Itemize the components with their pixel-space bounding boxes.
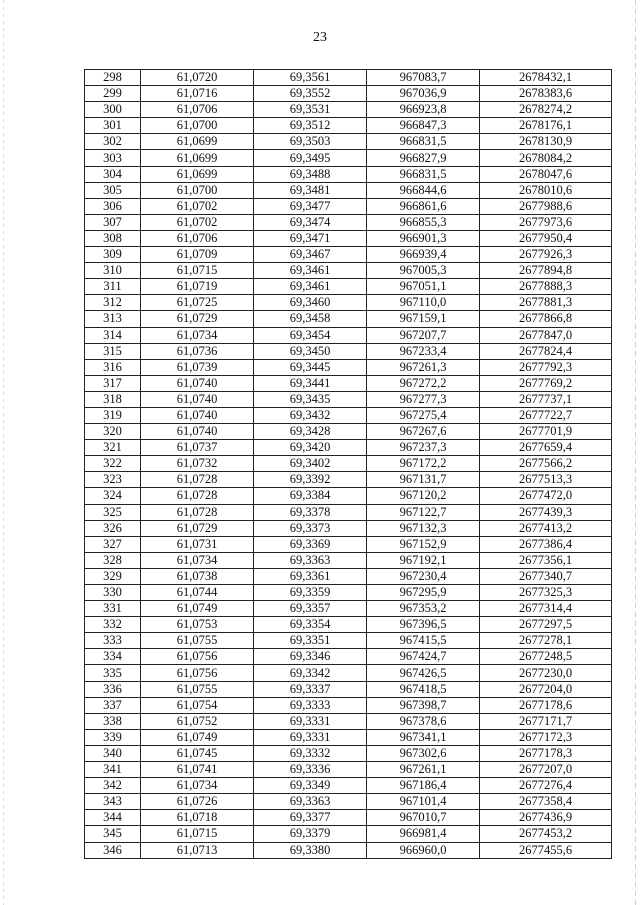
table-row (85, 182, 612, 198)
table-row (85, 70, 612, 86)
y-coordinate-cell: 2677386,4 (480, 536, 612, 552)
longitude-cell: 69,3512 (254, 118, 367, 134)
x-coordinate-cell: 966981,4 (367, 826, 480, 842)
point-number-cell: 336 (85, 681, 141, 697)
latitude-cell: 61,0728 (141, 488, 254, 504)
longitude-cell: 69,3357 (254, 601, 367, 617)
table-row (85, 568, 612, 584)
point-number-cell: 300 (85, 102, 141, 118)
point-number-cell: 298 (85, 70, 141, 86)
x-coordinate-cell: 967051,1 (367, 279, 480, 295)
x-coordinate-cell: 967275,4 (367, 407, 480, 423)
table-row (85, 375, 612, 391)
x-coordinate-cell: 967152,9 (367, 536, 480, 552)
point-number-cell: 313 (85, 311, 141, 327)
longitude-cell: 69,3349 (254, 778, 367, 794)
y-coordinate-cell: 2677358,4 (480, 794, 612, 810)
longitude-cell: 69,3458 (254, 311, 367, 327)
latitude-cell: 61,0732 (141, 456, 254, 472)
point-number-cell: 311 (85, 279, 141, 295)
x-coordinate-cell: 967192,1 (367, 552, 480, 568)
point-number-cell: 328 (85, 552, 141, 568)
latitude-cell: 61,0713 (141, 842, 254, 858)
longitude-cell: 69,3377 (254, 810, 367, 826)
table-row (85, 150, 612, 166)
point-number-cell: 321 (85, 440, 141, 456)
longitude-cell: 69,3359 (254, 585, 367, 601)
x-coordinate-cell: 967261,1 (367, 762, 480, 778)
y-coordinate-cell: 2677413,2 (480, 520, 612, 536)
longitude-cell: 69,3488 (254, 166, 367, 182)
latitude-cell: 61,0756 (141, 665, 254, 681)
scan-edge-right (635, 0, 636, 905)
y-coordinate-cell: 2677340,7 (480, 568, 612, 584)
point-number-cell: 327 (85, 536, 141, 552)
latitude-cell: 61,0725 (141, 295, 254, 311)
latitude-cell: 61,0756 (141, 649, 254, 665)
table-row (85, 327, 612, 343)
latitude-cell: 61,0736 (141, 343, 254, 359)
y-coordinate-cell: 2677297,5 (480, 617, 612, 633)
point-number-cell: 312 (85, 295, 141, 311)
x-coordinate-cell: 966923,8 (367, 102, 480, 118)
x-coordinate-cell: 967341,1 (367, 729, 480, 745)
point-number-cell: 325 (85, 504, 141, 520)
x-coordinate-cell: 967207,7 (367, 327, 480, 343)
latitude-cell: 61,0729 (141, 311, 254, 327)
table-row (85, 440, 612, 456)
table-row (85, 214, 612, 230)
y-coordinate-cell: 2677566,2 (480, 456, 612, 472)
table-row (85, 472, 612, 488)
point-number-cell: 305 (85, 182, 141, 198)
table-row (85, 295, 612, 311)
x-coordinate-cell: 967120,2 (367, 488, 480, 504)
point-number-cell: 332 (85, 617, 141, 633)
table-row (85, 794, 612, 810)
x-coordinate-cell: 967398,7 (367, 697, 480, 713)
table-row (85, 311, 612, 327)
table-row (85, 86, 612, 102)
latitude-cell: 61,0753 (141, 617, 254, 633)
y-coordinate-cell: 2677950,4 (480, 230, 612, 246)
latitude-cell: 61,0700 (141, 182, 254, 198)
point-number-cell: 302 (85, 134, 141, 150)
latitude-cell: 61,0738 (141, 568, 254, 584)
table-row (85, 810, 612, 826)
x-coordinate-cell: 966855,3 (367, 214, 480, 230)
point-number-cell: 334 (85, 649, 141, 665)
longitude-cell: 69,3441 (254, 375, 367, 391)
longitude-cell: 69,3346 (254, 649, 367, 665)
table-row (85, 118, 612, 134)
x-coordinate-cell: 967415,5 (367, 633, 480, 649)
x-coordinate-cell: 967101,4 (367, 794, 480, 810)
y-coordinate-cell: 2677737,1 (480, 391, 612, 407)
table-row (85, 585, 612, 601)
y-coordinate-cell: 2677926,3 (480, 247, 612, 263)
point-number-cell: 301 (85, 118, 141, 134)
point-number-cell: 315 (85, 343, 141, 359)
longitude-cell: 69,3495 (254, 150, 367, 166)
coordinates-table-body (85, 70, 612, 859)
latitude-cell: 61,0716 (141, 86, 254, 102)
x-coordinate-cell: 966827,9 (367, 150, 480, 166)
latitude-cell: 61,0752 (141, 713, 254, 729)
point-number-cell: 310 (85, 263, 141, 279)
y-coordinate-cell: 2678047,6 (480, 166, 612, 182)
latitude-cell: 61,0718 (141, 810, 254, 826)
longitude-cell: 69,3373 (254, 520, 367, 536)
y-coordinate-cell: 2677881,3 (480, 295, 612, 311)
y-coordinate-cell: 2677455,6 (480, 842, 612, 858)
longitude-cell: 69,3363 (254, 794, 367, 810)
table-row (85, 198, 612, 214)
latitude-cell: 61,0706 (141, 230, 254, 246)
y-coordinate-cell: 2677824,4 (480, 343, 612, 359)
y-coordinate-cell: 2677453,2 (480, 826, 612, 842)
point-number-cell: 333 (85, 633, 141, 649)
longitude-cell: 69,3331 (254, 713, 367, 729)
latitude-cell: 61,0706 (141, 102, 254, 118)
x-coordinate-cell: 967302,6 (367, 745, 480, 761)
table-row (85, 762, 612, 778)
x-coordinate-cell: 966960,0 (367, 842, 480, 858)
scan-edge-left (3, 0, 4, 905)
y-coordinate-cell: 2678084,2 (480, 150, 612, 166)
longitude-cell: 69,3435 (254, 391, 367, 407)
table-row (85, 102, 612, 118)
point-number-cell: 316 (85, 359, 141, 375)
table-row (85, 504, 612, 520)
longitude-cell: 69,3333 (254, 697, 367, 713)
x-coordinate-cell: 967267,6 (367, 424, 480, 440)
longitude-cell: 69,3481 (254, 182, 367, 198)
latitude-cell: 61,0699 (141, 166, 254, 182)
y-coordinate-cell: 2677894,8 (480, 263, 612, 279)
y-coordinate-cell: 2677278,1 (480, 633, 612, 649)
x-coordinate-cell: 967159,1 (367, 311, 480, 327)
latitude-cell: 61,0700 (141, 118, 254, 134)
x-coordinate-cell: 967122,7 (367, 504, 480, 520)
table-row (85, 552, 612, 568)
point-number-cell: 331 (85, 601, 141, 617)
y-coordinate-cell: 2677178,3 (480, 745, 612, 761)
longitude-cell: 69,3351 (254, 633, 367, 649)
y-coordinate-cell: 2677230,0 (480, 665, 612, 681)
latitude-cell: 61,0734 (141, 778, 254, 794)
y-coordinate-cell: 2678432,1 (480, 70, 612, 86)
longitude-cell: 69,3477 (254, 198, 367, 214)
y-coordinate-cell: 2677436,9 (480, 810, 612, 826)
longitude-cell: 69,3420 (254, 440, 367, 456)
longitude-cell: 69,3432 (254, 407, 367, 423)
point-number-cell: 342 (85, 778, 141, 794)
y-coordinate-cell: 2677204,0 (480, 681, 612, 697)
latitude-cell: 61,0726 (141, 794, 254, 810)
table-row (85, 778, 612, 794)
point-number-cell: 344 (85, 810, 141, 826)
table-row (85, 617, 612, 633)
y-coordinate-cell: 2677769,2 (480, 375, 612, 391)
latitude-cell: 61,0709 (141, 247, 254, 263)
latitude-cell: 61,0749 (141, 601, 254, 617)
point-number-cell: 323 (85, 472, 141, 488)
point-number-cell: 318 (85, 391, 141, 407)
x-coordinate-cell: 967295,9 (367, 585, 480, 601)
x-coordinate-cell: 967378,6 (367, 713, 480, 729)
latitude-cell: 61,0745 (141, 745, 254, 761)
point-number-cell: 340 (85, 745, 141, 761)
table-row (85, 665, 612, 681)
table-row (85, 359, 612, 375)
y-coordinate-cell: 2677207,0 (480, 762, 612, 778)
y-coordinate-cell: 2677325,3 (480, 585, 612, 601)
table-row (85, 842, 612, 858)
longitude-cell: 69,3561 (254, 70, 367, 86)
x-coordinate-cell: 966939,4 (367, 247, 480, 263)
longitude-cell: 69,3454 (254, 327, 367, 343)
latitude-cell: 61,0728 (141, 472, 254, 488)
x-coordinate-cell: 967131,7 (367, 472, 480, 488)
point-number-cell: 324 (85, 488, 141, 504)
point-number-cell: 326 (85, 520, 141, 536)
latitude-cell: 61,0702 (141, 214, 254, 230)
longitude-cell: 69,3450 (254, 343, 367, 359)
latitude-cell: 61,0715 (141, 826, 254, 842)
y-coordinate-cell: 2677472,0 (480, 488, 612, 504)
latitude-cell: 61,0702 (141, 198, 254, 214)
x-coordinate-cell: 967233,4 (367, 343, 480, 359)
y-coordinate-cell: 2677973,6 (480, 214, 612, 230)
y-coordinate-cell: 2677722,7 (480, 407, 612, 423)
latitude-cell: 61,0740 (141, 375, 254, 391)
longitude-cell: 69,3503 (254, 134, 367, 150)
y-coordinate-cell: 2677701,9 (480, 424, 612, 440)
longitude-cell: 69,3392 (254, 472, 367, 488)
longitude-cell: 69,3369 (254, 536, 367, 552)
longitude-cell: 69,3471 (254, 230, 367, 246)
longitude-cell: 69,3461 (254, 263, 367, 279)
point-number-cell: 341 (85, 762, 141, 778)
point-number-cell: 330 (85, 585, 141, 601)
longitude-cell: 69,3445 (254, 359, 367, 375)
point-number-cell: 339 (85, 729, 141, 745)
latitude-cell: 61,0728 (141, 504, 254, 520)
point-number-cell: 319 (85, 407, 141, 423)
table-row (85, 263, 612, 279)
point-number-cell: 314 (85, 327, 141, 343)
x-coordinate-cell: 967005,3 (367, 263, 480, 279)
table-row (85, 826, 612, 842)
point-number-cell: 317 (85, 375, 141, 391)
latitude-cell: 61,0740 (141, 407, 254, 423)
longitude-cell: 69,3363 (254, 552, 367, 568)
y-coordinate-cell: 2677988,6 (480, 198, 612, 214)
longitude-cell: 69,3331 (254, 729, 367, 745)
table-row (85, 343, 612, 359)
x-coordinate-cell: 967132,3 (367, 520, 480, 536)
latitude-cell: 61,0739 (141, 359, 254, 375)
longitude-cell: 69,3460 (254, 295, 367, 311)
point-number-cell: 322 (85, 456, 141, 472)
x-coordinate-cell: 967186,4 (367, 778, 480, 794)
y-coordinate-cell: 2677659,4 (480, 440, 612, 456)
x-coordinate-cell: 967261,3 (367, 359, 480, 375)
x-coordinate-cell: 966831,5 (367, 134, 480, 150)
latitude-cell: 61,0731 (141, 536, 254, 552)
y-coordinate-cell: 2677866,8 (480, 311, 612, 327)
x-coordinate-cell: 967036,9 (367, 86, 480, 102)
y-coordinate-cell: 2677171,7 (480, 713, 612, 729)
table-row (85, 713, 612, 729)
latitude-cell: 61,0715 (141, 263, 254, 279)
latitude-cell: 61,0699 (141, 150, 254, 166)
table-row (85, 520, 612, 536)
latitude-cell: 61,0737 (141, 440, 254, 456)
table-row (85, 407, 612, 423)
table-row (85, 697, 612, 713)
x-coordinate-cell: 967277,3 (367, 391, 480, 407)
y-coordinate-cell: 2677847,0 (480, 327, 612, 343)
latitude-cell: 61,0720 (141, 70, 254, 86)
y-coordinate-cell: 2678176,1 (480, 118, 612, 134)
point-number-cell: 306 (85, 198, 141, 214)
table-row (85, 601, 612, 617)
point-number-cell: 346 (85, 842, 141, 858)
table-row (85, 391, 612, 407)
x-coordinate-cell: 966847,3 (367, 118, 480, 134)
x-coordinate-cell: 966844,6 (367, 182, 480, 198)
table-row (85, 729, 612, 745)
page-number: 23 (313, 30, 327, 45)
latitude-cell: 61,0699 (141, 134, 254, 150)
longitude-cell: 69,3467 (254, 247, 367, 263)
x-coordinate-cell: 967110,0 (367, 295, 480, 311)
latitude-cell: 61,0740 (141, 424, 254, 440)
y-coordinate-cell: 2677276,4 (480, 778, 612, 794)
x-coordinate-cell: 967424,7 (367, 649, 480, 665)
point-number-cell: 307 (85, 214, 141, 230)
x-coordinate-cell: 967353,2 (367, 601, 480, 617)
x-coordinate-cell: 967418,5 (367, 681, 480, 697)
table-row (85, 456, 612, 472)
latitude-cell: 61,0749 (141, 729, 254, 745)
x-coordinate-cell: 967426,5 (367, 665, 480, 681)
latitude-cell: 61,0755 (141, 681, 254, 697)
x-coordinate-cell: 967172,2 (367, 456, 480, 472)
x-coordinate-cell: 967230,4 (367, 568, 480, 584)
table-row (85, 633, 612, 649)
longitude-cell: 69,3361 (254, 568, 367, 584)
longitude-cell: 69,3531 (254, 102, 367, 118)
point-number-cell: 304 (85, 166, 141, 182)
table-row (85, 424, 612, 440)
y-coordinate-cell: 2677513,3 (480, 472, 612, 488)
longitude-cell: 69,3354 (254, 617, 367, 633)
latitude-cell: 61,0755 (141, 633, 254, 649)
point-number-cell: 345 (85, 826, 141, 842)
latitude-cell: 61,0734 (141, 552, 254, 568)
point-number-cell: 320 (85, 424, 141, 440)
y-coordinate-cell: 2677178,6 (480, 697, 612, 713)
point-number-cell: 329 (85, 568, 141, 584)
table-row (85, 247, 612, 263)
point-number-cell: 303 (85, 150, 141, 166)
y-coordinate-cell: 2677439,3 (480, 504, 612, 520)
x-coordinate-cell: 967010,7 (367, 810, 480, 826)
table-row (85, 230, 612, 246)
y-coordinate-cell: 2677888,3 (480, 279, 612, 295)
table-row (85, 488, 612, 504)
point-number-cell: 309 (85, 247, 141, 263)
y-coordinate-cell: 2678010,6 (480, 182, 612, 198)
table-row (85, 745, 612, 761)
longitude-cell: 69,3378 (254, 504, 367, 520)
longitude-cell: 69,3337 (254, 681, 367, 697)
longitude-cell: 69,3332 (254, 745, 367, 761)
point-number-cell: 299 (85, 86, 141, 102)
longitude-cell: 69,3552 (254, 86, 367, 102)
latitude-cell: 61,0740 (141, 391, 254, 407)
x-coordinate-cell: 967396,5 (367, 617, 480, 633)
longitude-cell: 69,3379 (254, 826, 367, 842)
x-coordinate-cell: 966861,6 (367, 198, 480, 214)
coordinates-table (84, 69, 612, 859)
y-coordinate-cell: 2677314,4 (480, 601, 612, 617)
x-coordinate-cell: 967237,3 (367, 440, 480, 456)
latitude-cell: 61,0744 (141, 585, 254, 601)
latitude-cell: 61,0719 (141, 279, 254, 295)
longitude-cell: 69,3384 (254, 488, 367, 504)
table-row (85, 279, 612, 295)
y-coordinate-cell: 2678130,9 (480, 134, 612, 150)
table-row (85, 649, 612, 665)
longitude-cell: 69,3342 (254, 665, 367, 681)
point-number-cell: 343 (85, 794, 141, 810)
y-coordinate-cell: 2677356,1 (480, 552, 612, 568)
y-coordinate-cell: 2678383,6 (480, 86, 612, 102)
x-coordinate-cell: 966901,3 (367, 230, 480, 246)
longitude-cell: 69,3474 (254, 214, 367, 230)
point-number-cell: 335 (85, 665, 141, 681)
latitude-cell: 61,0729 (141, 520, 254, 536)
point-number-cell: 337 (85, 697, 141, 713)
x-coordinate-cell: 966831,5 (367, 166, 480, 182)
point-number-cell: 338 (85, 713, 141, 729)
longitude-cell: 69,3428 (254, 424, 367, 440)
longitude-cell: 69,3380 (254, 842, 367, 858)
longitude-cell: 69,3461 (254, 279, 367, 295)
y-coordinate-cell: 2678274,2 (480, 102, 612, 118)
table-row (85, 166, 612, 182)
x-coordinate-cell: 967083,7 (367, 70, 480, 86)
table-row (85, 681, 612, 697)
table-row (85, 536, 612, 552)
y-coordinate-cell: 2677248,5 (480, 649, 612, 665)
y-coordinate-cell: 2677172,3 (480, 729, 612, 745)
y-coordinate-cell: 2677792,3 (480, 359, 612, 375)
x-coordinate-cell: 967272,2 (367, 375, 480, 391)
table-row (85, 134, 612, 150)
latitude-cell: 61,0741 (141, 762, 254, 778)
longitude-cell: 69,3402 (254, 456, 367, 472)
latitude-cell: 61,0754 (141, 697, 254, 713)
latitude-cell: 61,0734 (141, 327, 254, 343)
point-number-cell: 308 (85, 230, 141, 246)
longitude-cell: 69,3336 (254, 762, 367, 778)
